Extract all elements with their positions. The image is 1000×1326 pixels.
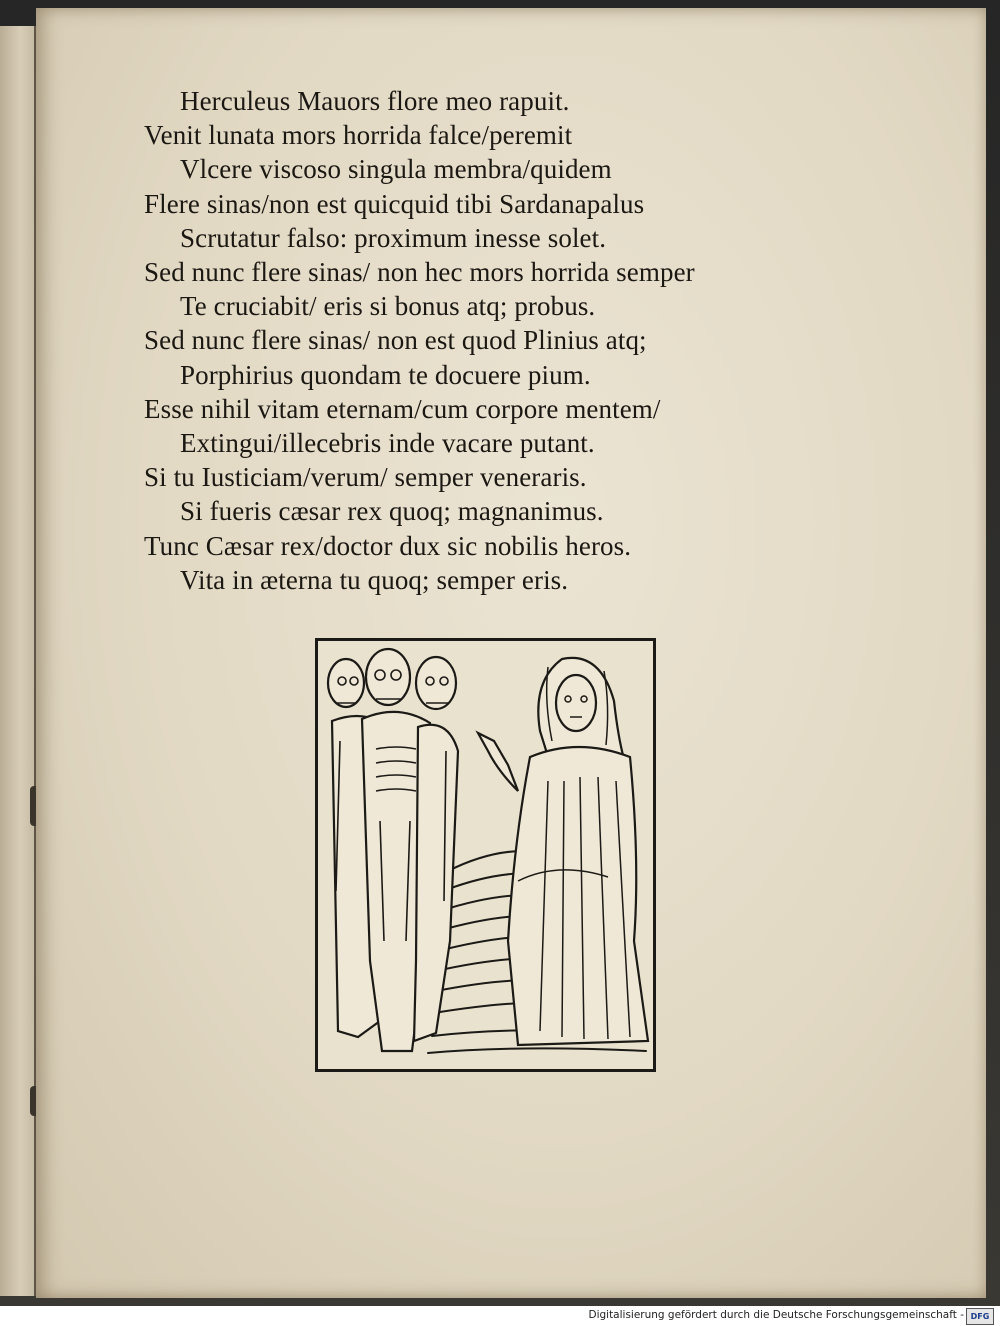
verse-line: Porphirius quondam te docuere pium. [180, 359, 591, 390]
verse-line: Tunc Cæsar rex/doctor dux sic nobilis heros. [144, 530, 632, 561]
dfg-logo: DFG [966, 1308, 994, 1325]
verse-line: Herculeus Mauors flore meo rapuit. [180, 86, 570, 116]
verse-line: Sed nunc flere sinas/ non hec mors horrida semper [144, 257, 695, 288]
verse-line: Si tu Iusticiam/verum/ semper veneraris. [144, 462, 587, 493]
verse-line: Extingui/illecebris inde vacare putant. [180, 428, 595, 459]
verse-line: Vlcere viscoso singula membra/quidem [180, 154, 612, 185]
verse-line: Scrutatur falso: proximum inesse solet. [180, 222, 607, 253]
verse-text [144, 84, 864, 597]
footer-bar [0, 1306, 1000, 1326]
verse-line: Te cruciabit/ eris si bonus atq; probus. [180, 291, 596, 322]
woodcut-drawing [318, 641, 653, 1069]
verse-line: Si fueris cæsar rex quoq; magnanimus. [180, 496, 604, 527]
verse-line: Sed nunc flere sinas/ non est quod Plinius atq; [144, 325, 647, 356]
woodcut-illustration [315, 638, 656, 1072]
verse-line: Venit lunata mors horrida falce/peremit [144, 120, 573, 151]
verse-line: Vita in æterna tu quoq; semper eris. [180, 564, 569, 595]
book-page [36, 8, 986, 1298]
verse-line: Esse nihil vitam eternam/cum corpore mentem/ [144, 393, 661, 424]
funding-credit: Digitalisierung gefördert durch die Deutsche Forschungsgemeinschaft - [588, 1309, 964, 1321]
verse-line: Flere sinas/non est quicquid tibi Sardanapalus [144, 188, 645, 219]
facing-page-edge [0, 26, 36, 1296]
